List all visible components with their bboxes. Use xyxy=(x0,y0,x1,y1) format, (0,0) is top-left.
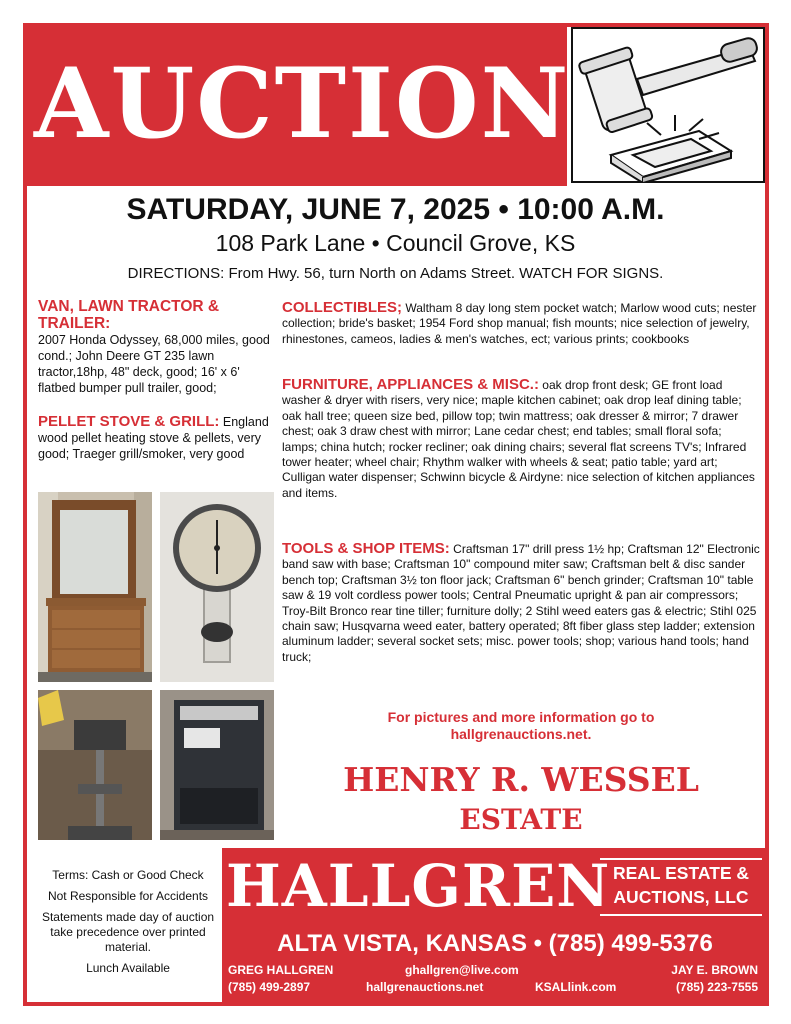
section-heading: FURNITURE, APPLIANCES & MISC.: xyxy=(282,376,539,393)
drill-press-photo xyxy=(38,690,152,840)
wall-clock-photo xyxy=(160,492,274,682)
auctioneer-phone: (785) 223-7555 xyxy=(675,980,758,994)
terms-statements: Statements made day of auction take precedence over printed material. xyxy=(41,910,215,954)
estate-label: ESTATE xyxy=(459,803,583,836)
ksal-link[interactable]: KSALlink.com xyxy=(535,980,617,994)
terms-block xyxy=(30,868,226,982)
auction-date-time: SATURDAY, JUNE 7, 2025 • 10:00 A.M. xyxy=(126,193,665,226)
section-text: 2007 Honda Odyssey, 68,000 miles, good cond.; John Deere GT 235 lawn tractor,18hp, 48" deck, good; 16' x 6' flatbed bumper pull trailer, good; xyxy=(38,333,270,395)
section-text: Waltham 8 day long stem pocket watch; Marlow wood cuts; nester collection; bride's basket; 1954 Ford shop manual; fish mounts; nice selection of jewelry, rhinestones, cameos, ladies & men's watches, ect; various prints; cookbooks xyxy=(282,301,757,346)
section-heading: COLLECTIBLES; xyxy=(282,299,402,316)
auctioneer-jay xyxy=(640,962,758,996)
company-location-phone: ALTA VISTA, KANSAS • (785) 499-5376 xyxy=(277,930,713,957)
directions: DIRECTIONS: From Hwy. 56, turn North on Adams Street. WATCH FOR SIGNS. xyxy=(127,265,664,282)
pellet-stove-grill-section xyxy=(38,414,274,462)
auctioneer-name: JAY E. BROWN xyxy=(671,963,758,977)
terms-payment: Terms: Cash or Good Check xyxy=(52,868,204,882)
auctioneer-greg xyxy=(228,962,333,996)
furniture-appliances-section xyxy=(282,377,760,501)
section-heading: TOOLS & SHOP ITEMS: xyxy=(282,540,450,557)
section-heading: VAN, LAWN TRACTOR & TRAILER: xyxy=(38,298,220,332)
company-type xyxy=(600,861,762,909)
auctioneer-name: GREG HALLGREN xyxy=(228,963,334,977)
company-type-line2: AUCTIONS, LLC xyxy=(613,887,749,907)
section-heading: PELLET STOVE & GRILL: xyxy=(38,413,220,430)
company-name: HALLGREN xyxy=(226,852,611,920)
more-info-text: For pictures and more information go to xyxy=(387,709,655,725)
terms-accidents: Not Responsible for Accidents xyxy=(47,889,209,903)
auction-address: 108 Park Lane • Council Grove, KS xyxy=(215,230,576,256)
collectibles-section xyxy=(282,300,760,347)
terms-lunch: Lunch Available xyxy=(86,961,170,975)
email-link[interactable]: ghallgren@live.com xyxy=(405,963,519,977)
gavel-icon xyxy=(571,27,765,183)
website-link[interactable]: hallgrenauctions.net. xyxy=(450,726,592,742)
auctioneer-phone: (785) 499-2897 xyxy=(228,980,311,994)
section-text: England wood pellet heating stove & pellets, very good; Traeger grill/smoker, very good xyxy=(38,415,269,461)
section-text: Craftsman 17" drill press 1½ hp; Craftsman 12" Electronic band saw with base; Craftsman 10" compound miter saw; Craftsman belt & disc sander bench top; Craftsman 3½ ton floor jack; Craftsman 6" bench grinder; Craftsman 10" table saw & 19 volt cordless power tools; Central Pneumatic upright & pan air compressors; Troy-Bilt Bronco rear tine tiller; furniture dolly; 2 Stihl weed eaters gas & electric; Stihl 025 chain saw; Husqvarna weed eater, battery operated; 8ft fiber glass step ladder; extension aluminum ladder; several socket sets; misc. power tools; shop; various hand tools; hand truck; xyxy=(282,542,760,664)
company-type-line1: REAL ESTATE & xyxy=(612,863,750,883)
van-tractor-trailer-section xyxy=(38,298,274,396)
estate-name: HENRY R. WESSEL xyxy=(343,760,699,799)
dresser-with-mirror-photo xyxy=(38,492,152,682)
more-info-link[interactable] xyxy=(282,709,760,743)
website-footer-link[interactable]: hallgrenauctions.net xyxy=(366,980,484,994)
tools-shop-section xyxy=(282,541,760,665)
auction-title: AUCTION xyxy=(34,47,571,160)
band-saw-photo xyxy=(160,690,274,840)
section-text: oak drop front desk; GE front load washer & dryer with risers, very nice; maple kitchen cabinet; oak drop leaf dining table; oak hall tree; queen size bed, pillow top; twin mattress; oak dresser & mirror; 7 drawer chest; oak 3 draw chest with mirror; Lane cedar chest; end tables; small floral sofa; lamps; china hutch; rocker recliner; oak dining chairs; several flat screens TV's; Infrared tower heater; wheel chair; Rhythm walker with wheels & seat; patio table; yard art; Culligan water dispenser; Schwinn bicycle & Airdyne: nice selection of kitchen appliances and items. xyxy=(282,378,755,500)
